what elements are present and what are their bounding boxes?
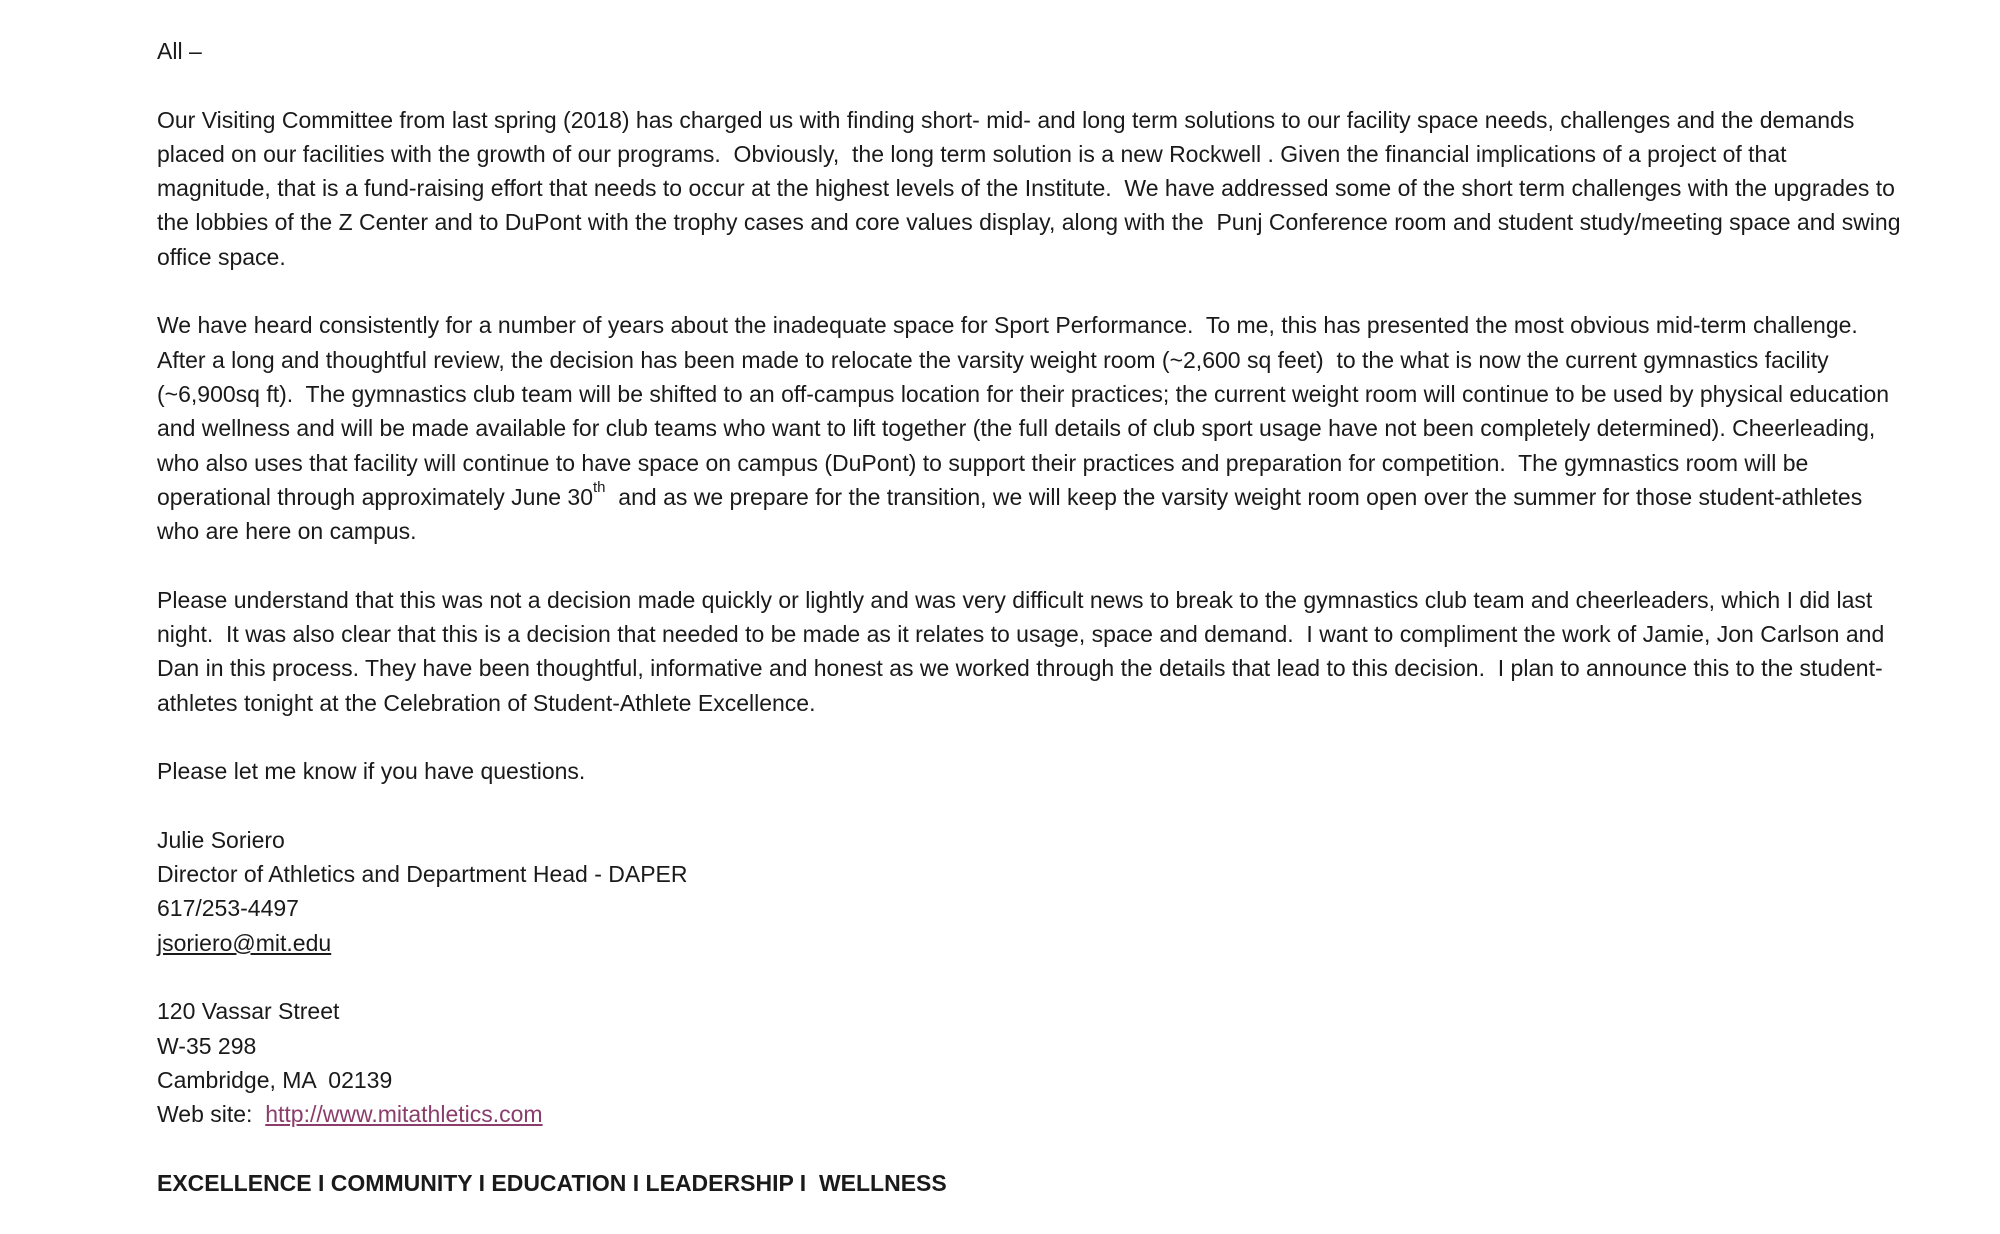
website-label: Web site: xyxy=(157,1101,266,1128)
signature-phone: 617/253-4497 xyxy=(157,895,299,922)
signature-title: Director of Athletics and Department Head - DAPER xyxy=(157,861,688,888)
paragraph-line: night. It was also clear that this is a decision that needed to be made as it relates to usage, space and demand. I want to compliment the work of Jamie, Jon Carlson and xyxy=(157,621,1885,648)
ordinal-suffix: th xyxy=(593,479,606,497)
address-street: 120 Vassar Street xyxy=(157,998,340,1025)
line-text: and as we prepare for the transition, we will keep the varsity weight room open over the summer for those student-athletes xyxy=(605,483,1863,510)
closing-line: Please let me know if you have questions. xyxy=(157,758,586,785)
signature-block xyxy=(157,823,1957,960)
paragraph-line: After a long and thoughtful review, the decision has been made to relocate the varsity weight room (~2,600 sq feet) to the what is now the current gymnastics facility xyxy=(157,346,1829,373)
signature-name: Julie Soriero xyxy=(157,826,285,853)
paragraph-line: athletes tonight at the Celebration of Student-Athlete Excellence. xyxy=(157,689,816,716)
paragraph-line: office space. xyxy=(157,243,286,270)
paragraph-line: Please understand that this was not a decision made quickly or lightly and was very difficult news to break to the gymnastics club team and cheerleaders, which I did last xyxy=(157,586,1873,613)
paragraph-line: Our Visiting Committee from last spring (2018) has charged us with finding short- mid- and long term solutions to our facility space needs, challenges and the demands xyxy=(157,106,1855,133)
address-city: Cambridge, MA 02139 xyxy=(157,1066,393,1093)
paragraph-weight-room xyxy=(157,308,1957,548)
paragraph-decision xyxy=(157,583,1957,720)
paragraph-visiting-committee xyxy=(157,103,1957,274)
address-block xyxy=(157,994,1957,1131)
paragraph-line: and wellness and will be made available for club teams who want to lift together (the full details of club sport usage have not been completely determined). Cheerleading, xyxy=(157,415,1876,442)
address-room: W-35 298 xyxy=(157,1032,257,1059)
email-link[interactable]: jsoriero@mit.edu xyxy=(157,929,332,956)
paragraph-line: the lobbies of the Z Center and to DuPont with the trophy cases and core values display, along with the Punj Conference room and student study/meeting space and swing xyxy=(157,209,1901,236)
line-text: operational through approximately June 30 xyxy=(157,483,594,510)
paragraph-line-with-superscript xyxy=(157,480,1957,514)
paragraph-line: Dan in this process. They have been thoughtful, informative and honest as we worked through the details that lead to this decision. I plan to announce this to the student- xyxy=(157,655,1883,682)
paragraph-line: who also uses that facility will continue to have space on campus (DuPont) to support their practices and preparation for competition. The gymnastics room will be xyxy=(157,449,1809,476)
email-body xyxy=(157,34,1957,1234)
website-link[interactable]: http://www.mitathletics.com xyxy=(265,1101,543,1128)
greeting: All – xyxy=(157,38,202,64)
paragraph-line: magnitude, that is a fund-raising effort that needs to occur at the highest levels of the Institute. We have addressed some of the short term challenges with the upgrades to xyxy=(157,175,1895,202)
paragraph-line: We have heard consistently for a number of years about the inadequate space for Sport Performance. To me, this has presented the most obvious mid-term challenge. xyxy=(157,312,1858,339)
paragraph-line: (~6,900sq ft). The gymnastics club team will be shifted to an off-campus location for their practices; the current weight room will continue to be used by physical education xyxy=(157,380,1890,407)
paragraph-line: placed on our facilities with the growth of our programs. Obviously, the long term solution is a new Rockwell . Given the financial implications of a project of that xyxy=(157,140,1787,167)
core-values-tagline: EXCELLENCE I COMMUNITY I EDUCATION I LEADERSHIP I WELLNESS xyxy=(157,1169,947,1196)
website-row xyxy=(157,1097,1957,1131)
paragraph-line: who are here on campus. xyxy=(157,518,417,545)
